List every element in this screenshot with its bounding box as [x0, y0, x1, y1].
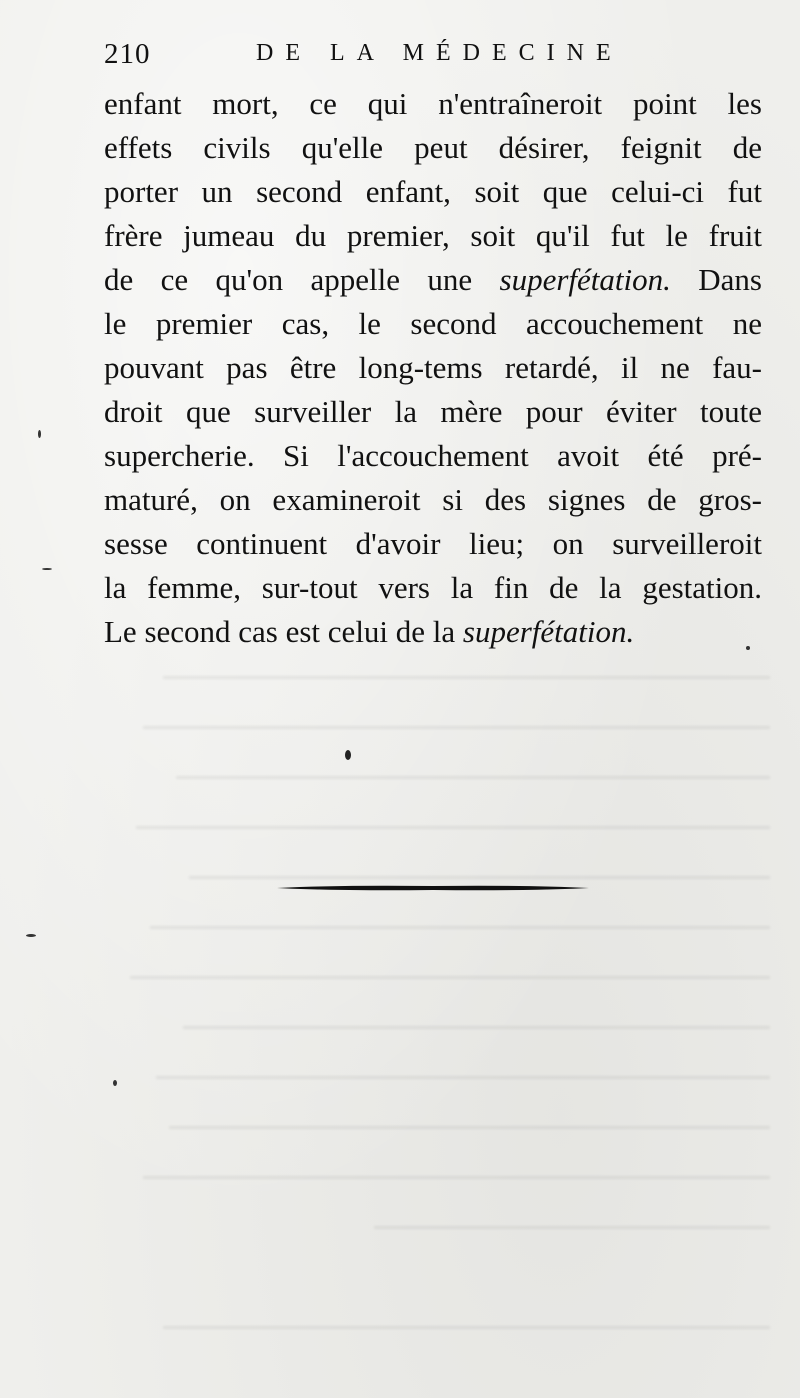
bleed-line: [143, 1150, 770, 1194]
text-segment: frère jumeau du premier, soit qu'il fut le fruit: [104, 218, 762, 253]
ink-dot: [345, 750, 351, 760]
text-line: [104, 258, 762, 302]
text-segment: maturé, on examineroit si des signes de gros-: [104, 482, 762, 517]
bleed-line: [169, 1100, 770, 1144]
text-line: [104, 346, 762, 390]
bleed-line: [156, 1050, 770, 1094]
text-line: [104, 478, 762, 522]
text-segment: sesse continuent d'avoir lieu; on surveilleroit: [104, 526, 762, 561]
text-line: [104, 390, 762, 434]
italic-text: superfétation.: [462, 614, 635, 649]
text-segment: Le second cas est celui de la: [104, 614, 463, 649]
text-segment: porter un second enfant, soit que celui-ci fut: [104, 174, 762, 209]
bleed-line: [150, 900, 770, 944]
bleed-line: [136, 800, 770, 844]
text-segment: de ce qu'on appelle une: [104, 262, 500, 297]
page-header: [104, 38, 764, 74]
text-line: [104, 566, 762, 610]
ink-speck: [26, 934, 36, 937]
text-segment: effets civils qu'elle peut désirer, feignit de: [104, 130, 762, 165]
bleed-line: [176, 750, 770, 794]
bleed-line: [183, 1000, 770, 1044]
ink-speck: [113, 1080, 117, 1086]
ink-speck: [746, 646, 750, 650]
text-segment: Dans: [670, 262, 762, 297]
bleed-line: [130, 950, 770, 994]
bleed-line: [374, 1200, 770, 1244]
text-line: [104, 302, 762, 346]
bleed-through-text: [110, 650, 770, 1350]
text-segment: la femme, sur-tout vers la fin de la gestation.: [104, 570, 762, 605]
italic-text: superfétation.: [499, 262, 671, 297]
text-line: [104, 434, 762, 478]
text-segment: pouvant pas être long-tems retardé, il ne fau-: [104, 350, 762, 385]
bleed-line: [163, 1300, 770, 1344]
text-line: [104, 610, 762, 654]
page-number: 210: [104, 38, 151, 70]
running-title: DE LA MÉDECINE: [256, 40, 623, 66]
text-segment: enfant mort, ce qui n'entraîneroit point les: [104, 86, 762, 121]
ink-speck: [42, 568, 52, 570]
text-line: [104, 522, 762, 566]
bleed-line: [143, 700, 770, 744]
text-segment: le premier cas, le second accouchement ne: [104, 306, 762, 341]
text-line: [104, 82, 762, 126]
end-rule-ornament: [277, 884, 589, 892]
text-line: [104, 126, 762, 170]
text-segment: supercherie. Si l'accouchement avoit été pré-: [104, 438, 762, 473]
text-line: [104, 170, 762, 214]
text-line: [104, 214, 762, 258]
text-segment: droit que surveiller la mère pour éviter toute: [104, 394, 762, 429]
body-text: [104, 82, 762, 654]
ink-speck: [38, 430, 41, 438]
bleed-line: [163, 650, 770, 694]
